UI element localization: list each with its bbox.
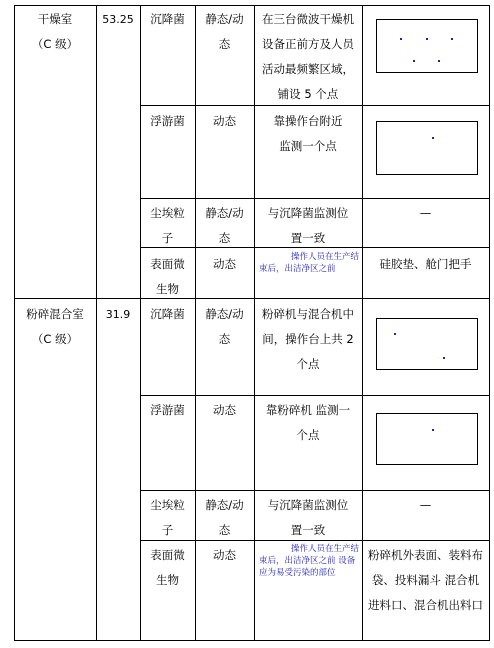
room-name: 干燥室 <box>37 12 73 26</box>
sampling-point <box>413 60 415 62</box>
test-type <box>140 493 195 543</box>
sampling-position-text: 靠操作台附近 监测一个点 <box>273 114 343 153</box>
row-divider <box>140 490 490 491</box>
table-bottom-border <box>14 640 490 641</box>
sampling-position <box>254 302 362 377</box>
test-state: 动态 <box>213 114 236 128</box>
test-state <box>195 493 254 543</box>
sampling-position <box>254 201 362 251</box>
sampling-note <box>362 543 489 618</box>
sampling-position <box>254 7 362 107</box>
table-top-border <box>14 5 490 6</box>
sampling-point <box>451 38 453 40</box>
test-state-text: 静态/动态 <box>205 307 244 346</box>
sampling-position <box>254 109 362 159</box>
test-state-text: 静态/动态 <box>205 12 244 51</box>
sampling-point-diagram <box>376 121 478 175</box>
test-type: 浮游菌 <box>150 114 185 128</box>
sampling-position-text: 与沉降菌监测位置一致 <box>267 206 349 245</box>
col-divider <box>489 5 490 641</box>
test-type <box>140 543 195 593</box>
row-divider <box>140 395 490 396</box>
sampling-point <box>438 60 440 62</box>
test-type-text: 尘埃粒子 <box>150 206 185 245</box>
test-type-text: 表面微生物 <box>150 548 185 587</box>
sampling-point-diagram <box>376 318 478 370</box>
sampling-note: — <box>419 206 432 220</box>
test-state: 动态 <box>213 548 236 562</box>
test-type: 沉降菌 <box>150 307 185 321</box>
sampling-position <box>254 493 362 543</box>
test-state-text: 静态/动态 <box>205 206 244 245</box>
sampling-point-diagram <box>376 413 478 465</box>
sampling-point <box>432 429 434 431</box>
row-divider <box>140 198 490 199</box>
room-grade: （C 级） <box>31 332 79 346</box>
test-type <box>140 252 195 302</box>
sampling-note: 硅胶垫、舱门把手 <box>379 257 472 271</box>
test-type: 沉降菌 <box>150 12 185 26</box>
test-state <box>195 7 254 57</box>
sampling-position <box>254 398 362 448</box>
test-state-text: 静态/动态 <box>205 498 244 537</box>
test-state: 动态 <box>213 403 236 417</box>
sampling-point <box>432 137 434 139</box>
test-type-text: 尘埃粒子 <box>150 498 185 537</box>
sampling-note-text: 粉碎机外表面、装料布袋、投料漏斗 混合机进料口、混合机出料口 <box>368 548 483 612</box>
sampling-point-diagram <box>376 19 478 73</box>
sampling-point <box>426 38 428 40</box>
sampling-position-text: 在三台微波干燥机设备正前方及人员活动最频繁区域，铺设 5 个点 <box>262 12 354 101</box>
sampling-point <box>443 357 445 359</box>
sampling-point <box>394 333 396 335</box>
sampling-position: 操作人员在生产结束后，出洁净区之前 <box>259 252 360 274</box>
sampling-position-text: 粉碎机与混合机中间，操作台上共 2 个点 <box>262 307 354 371</box>
sampling-note: — <box>419 498 432 512</box>
room-name: 粉碎混合室 <box>26 307 84 321</box>
test-type: 浮游菌 <box>150 403 185 417</box>
room-area: 53.25 <box>102 13 134 26</box>
sampling-position-text: 与沉降菌监测位置一致 <box>267 498 349 537</box>
test-state <box>195 302 254 352</box>
room-grade: （C 级） <box>31 37 79 51</box>
test-state <box>195 201 254 251</box>
test-type-text: 表面微生物 <box>150 257 185 296</box>
room-area: 31.9 <box>105 308 131 321</box>
test-state: 动态 <box>213 257 236 271</box>
room-divider <box>14 298 490 299</box>
sampling-position: 操作人员在生产结束后，出洁净区之前 设备应为易受污染的部位 <box>259 544 360 578</box>
sampling-position-text: 靠粉碎机 监测一个点 <box>265 403 351 442</box>
test-type <box>140 201 195 251</box>
sampling-point <box>400 38 402 40</box>
